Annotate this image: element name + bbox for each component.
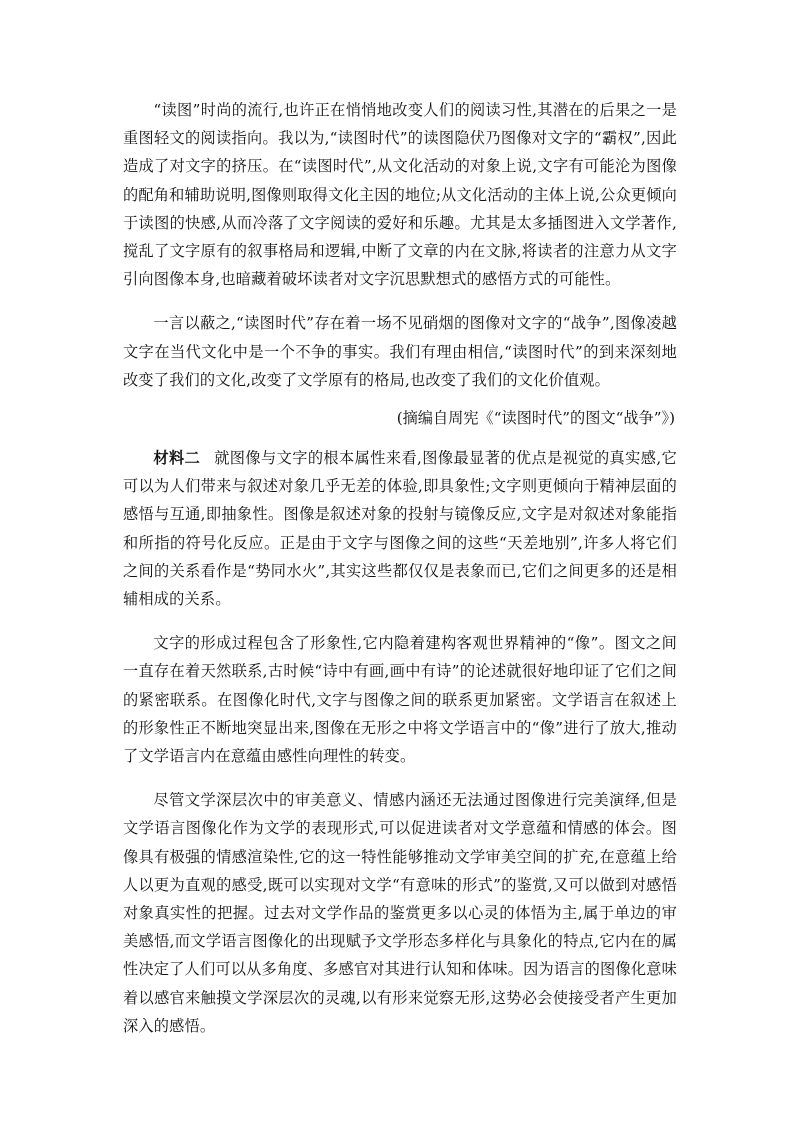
document-page — [123, 96, 677, 1040]
paragraph-reading-images-trend: “读图”时尚的流行,也许正在悄悄地改变人们的阅读习性,其潜在的后果之一是重图轻文的阅读指向。我以为,“读图时代”的读图隐伏乃图像对文字的“霸权”,因此造成了对文字的挤压。在“读图时代”,从文化活动的对象上说,文字有可能沦为图像的配角和辅助说明,图像则取得文化主因的地位;从文化活动的主体上说,公众更倾向于读图的快感,从而冷落了文字阅读的爱好和乐趣。尤其是太多插图进入文学著作,搅乱了文字原有的叙事格局和逻辑,中断了文章的内在文脉,将读者的注意力从文字引向图像本身,也暗藏着破坏读者对文字沉思默想式的感悟方式的可能性。 — [123, 101, 677, 289]
paragraph-material-two — [123, 444, 677, 613]
material-label: 材料二 — [153, 449, 201, 468]
paragraph-image-text-war: 一言以蔽之,“读图时代”存在着一场不见硝烟的图像对文字的“战争”,图像凌越文字在当代文化中是一个不争的事实。我们有理由相信,“读图时代”的到来深刻地改变了我们的文化,改变了文学原有的格局,也改变了我们的文化价值观。 — [123, 314, 677, 389]
material-two-text: 就图像与文字的根本属性来看,图像最显著的优点是视觉的真实感,它可以为人们带来与叙述对象几乎无差的体验,即具象性;文字则更倾向于精神层面的感悟与互通,即抽象性。图像是叙述对象的投射与镜像反应,文字是对叙述对象能指和所指的符号化反应。正是由于文字与图像之间的这些“天差地别”,许多人将它们之间的关系看作是“势同水火”,其实这些都仅仅是表象而已,它们之间更多的还是相辅相成的关系。 — [123, 449, 677, 609]
paragraph-aesthetic-meaning: 尽管文学深层次中的审美意义、情感内涵还无法通过图像进行完美演绎,但是文学语言图像化作为文学的表现形式,可以促进读者对文学意蕴和情感的体会。图像具有极强的情感渲染性,它的这一特性能够推动文学审美空间的扩充,在意蕴上给人以更为直观的感受,既可以实现对文学“有意味的形式”的鉴赏,又可以做到对感悟对象真实性的把握。过去对文学作品的鉴赏更多以心灵的体悟为主,属于单边的审美感悟,而文学语言图像化的出现赋予文学形态多样化与具象化的特点,它内在的属性决定了人们可以从多角度、多感官对其进行认知和体味。因为语言的图像化意味着以感官来触摸文学深层次的灵魂,以有形来觉察无形,这势必会使接受者产生更加深入的感悟。 — [123, 791, 677, 1035]
source-citation: (摘编自周宪《“读图时代”的图文“战争”》) — [396, 409, 675, 428]
paragraph-text-imagery: 文字的形成过程包含了形象性,它内隐着建构客观世界精神的“像”。图文之间一直存在着天然联系,古时候“诗中有画,画中有诗”的论述就很好地印证了它们之间的紧密联系。在图像化时代,文字与图像之间的联系更加紧密。文学语言在叙述上的形象性正不断地突显出来,图像在无形之中将文学语言中的“像”进行了放大,推动了文学语言内在意蕴由感性向理性的转变。 — [123, 634, 677, 766]
